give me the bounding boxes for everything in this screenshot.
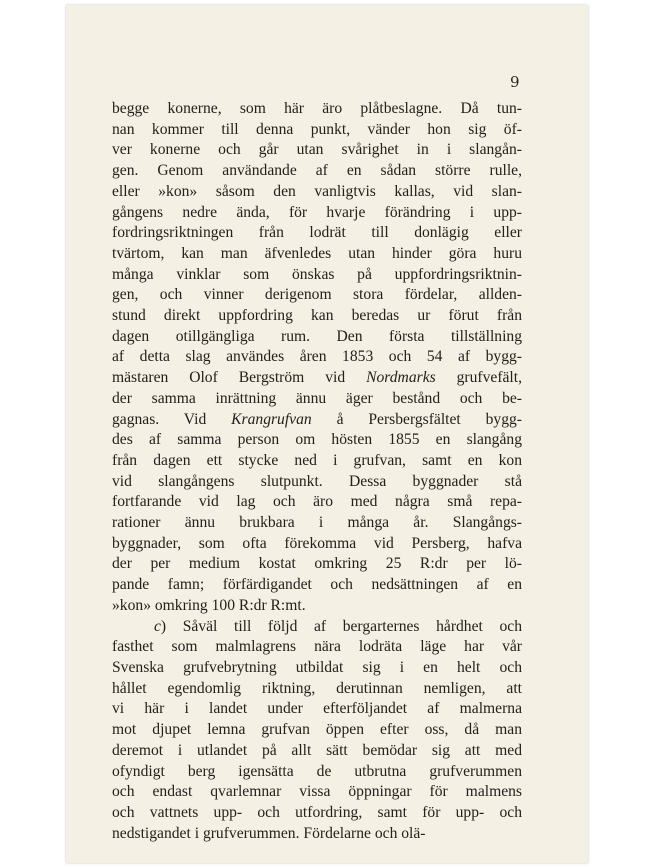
- text-line: [112, 741, 522, 762]
- text-line: [112, 720, 522, 741]
- text-line: [112, 658, 522, 679]
- text-line: [112, 327, 522, 348]
- text-segment: Krangrufvan: [231, 410, 312, 428]
- text-segment: vid slangångens slutpunkt. Dessa byggnader stå: [112, 472, 522, 490]
- page-number: 9: [510, 73, 520, 91]
- text-segment: å Persbergsfältet bygg-: [311, 410, 522, 428]
- text-segment: Nordmarks: [366, 369, 436, 387]
- text-segment: ver konerne och går utan svårighet in i slangån-: [112, 141, 522, 159]
- text-line: [112, 451, 522, 472]
- text-segment: der samma inrättning ännu äger bestånd och be-: [112, 389, 522, 407]
- text-line: [112, 575, 522, 596]
- text-line: [112, 782, 522, 803]
- text-line: [112, 699, 522, 720]
- text-segment: af detta slag användes åren 1853 och 54 af bygg-: [112, 348, 522, 366]
- text-segment: tvärtom, kan man äfvenledes utan hinder göra huru: [112, 244, 522, 262]
- text-segment: gångens nedre ända, för hvarje förändring i upp-: [112, 203, 522, 221]
- text-line: [112, 472, 522, 493]
- text-segment: stund direkt uppfordring kan beredas ur förut från: [112, 307, 522, 325]
- text-segment: eller »kon» såsom den vanligtvis kallas, vid slan-: [112, 182, 522, 200]
- text-line: [112, 120, 522, 141]
- text-line: [112, 285, 522, 306]
- text-segment: »kon» omkring 100 R:dr R:mt.: [112, 596, 306, 614]
- text-line: [112, 410, 522, 431]
- text-segment: från dagen ett stycke ned i grufvan, samt en kon: [112, 451, 522, 469]
- text-line: [112, 534, 522, 555]
- text-line: [112, 389, 522, 410]
- text-segment: gen, och vinner derigenom stora fördelar, allden-: [112, 286, 522, 304]
- text-segment: pande famn; förfärdigandet och nedsättningen af en: [112, 576, 522, 594]
- text-segment: fortfarande vid lag och äro med några små repa-: [112, 493, 522, 511]
- text-line: [112, 513, 522, 534]
- text-segment: ofyndigt berg igensätta de utbrutna grufverummen: [112, 762, 522, 780]
- text-segment: och vattnets upp- och utfordring, samt för upp- och: [112, 803, 522, 821]
- text-line: [112, 824, 522, 845]
- text-segment: och endast qvarlemnar vissa öppningar för malmens: [112, 783, 522, 801]
- text-line: [112, 306, 522, 327]
- text-segment: rationer ännu brukbara i många år. Slangångs-: [112, 514, 522, 532]
- text-segment: många vinklar som önskas på uppfordringsriktnin-: [112, 265, 522, 283]
- text-segment: nedstigandet i grufverummen. Fördelarne och olä-: [112, 824, 426, 842]
- text-line: [112, 762, 522, 783]
- text-line: [112, 637, 522, 658]
- text-segment: gagnas. Vid: [112, 410, 232, 428]
- text-line: [112, 182, 522, 203]
- text-line: [112, 347, 522, 368]
- text-segment: fordringsriktningen från lodrät till donlägig eller: [112, 224, 522, 242]
- text-segment: byggnader, som ofta förekomma vid Persberg, hafva: [112, 534, 522, 552]
- book-page: [66, 5, 588, 863]
- text-line: [112, 554, 522, 575]
- text-segment: fasthet som malmlagrens nära lodräta läge har vår: [112, 638, 522, 656]
- text-line: [112, 596, 522, 617]
- body-text: [112, 99, 522, 844]
- text-segment: gen. Genom användande af en sådan större rulle,: [112, 162, 522, 180]
- text-segment: mot djupet lemna grufvan öppen efter oss, då man: [112, 721, 522, 739]
- text-line: [112, 99, 522, 120]
- text-segment: ) Såväl till följd af bergarternes hårdhet och: [160, 617, 522, 635]
- text-line: [112, 265, 522, 286]
- text-line: [112, 203, 522, 224]
- text-segment: hållet egendomlig riktning, derutinnan nemligen, att: [112, 679, 522, 697]
- text-line: [112, 140, 522, 161]
- text-line: [112, 223, 522, 244]
- text-segment: begge konerne, som här äro plåtbeslagne. Då tun-: [112, 100, 522, 117]
- text-line: [112, 803, 522, 824]
- text-segment: des af samma person om hösten 1855 en slangång: [112, 431, 522, 449]
- text-segment: dagen otillgängliga rum. Den första tillställning: [112, 327, 522, 345]
- text-line: [112, 492, 522, 513]
- text-segment: der per medium kostat omkring 25 R:dr per lö-: [112, 555, 522, 573]
- text-line: [112, 679, 522, 700]
- text-segment: deremot i utlandet på allt sätt bemödar sig att med: [112, 741, 522, 759]
- text-segment: nan kommer till denna punkt, vänder hon sig öf-: [112, 120, 522, 138]
- text-line: [112, 161, 522, 182]
- text-segment: mästaren Olof Bergström vid: [112, 369, 367, 387]
- text-segment: Svenska grufvebrytning utbildat sig i en helt och: [112, 658, 522, 676]
- text-segment: c: [154, 617, 161, 635]
- text-line: [112, 368, 522, 389]
- text-line: [112, 430, 522, 451]
- text-segment: vi här i landet under efterföljandet af malmerna: [112, 700, 522, 718]
- text-line: [112, 617, 522, 638]
- text-segment: grufvefält,: [435, 369, 522, 387]
- text-line: [112, 244, 522, 265]
